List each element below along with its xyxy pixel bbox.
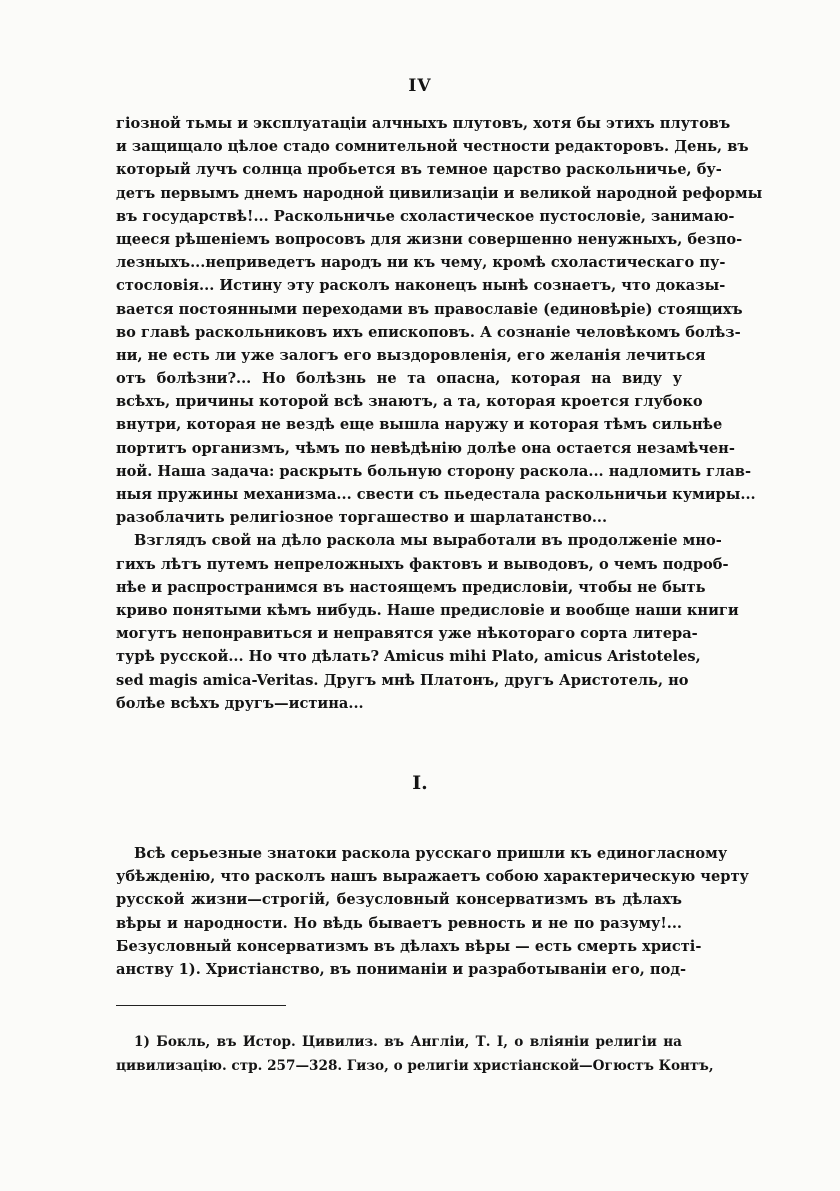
text-line: внутри, которая не вездѣ еще вышла наружу и которая тѣмъ сильнѣе <box>116 416 723 434</box>
paragraph-2 <box>116 529 739 715</box>
text-line: во главѣ раскольниковъ ихъ епископовъ. А сознаніе человѣкомъ болѣз- <box>116 323 741 341</box>
section-paragraph <box>116 842 749 981</box>
text-line: который лучъ солнца пробьется въ темное царство раскольничье, бу- <box>116 161 722 179</box>
text-line: убѣжденію, что расколъ нашъ выражаетъ собою характерическую черту <box>116 868 749 886</box>
text-line: турѣ русской... Но что дѣлать? Amicus mihi Plato, amicus Aristoteles, <box>116 648 701 666</box>
text-line: стословія... Истину эту расколъ наконецъ нынѣ сознаетъ, что доказы- <box>116 277 726 295</box>
paragraph-1 <box>116 112 763 529</box>
text-line: разоблачить религіозное торгашество и шарлатанство... <box>116 509 608 527</box>
text-line: sed magis amica-Veritas. Другъ мнѣ Платонъ, другъ Аристотель, но <box>116 671 689 689</box>
text-line: гіозной тьмы и эксплуатаціи алчныхъ плутовъ, хотя бы этихъ плутовъ <box>116 115 731 132</box>
text-line: нѣе и распространимся въ настоящемъ предисловіи, чтобы не быть <box>116 578 706 596</box>
text-line: вѣры и народности. Но вѣдь бываетъ ревность и не по разуму!... <box>116 914 682 932</box>
text-line: Взглядъ свой на дѣло раскола мы выработали въ продолженіе мно- <box>134 532 722 550</box>
text-line: цивилизацію. стр. 257—328. Гизо, о религіи христіанской—Огюстъ Контъ, <box>116 1058 714 1074</box>
text-line: отъ болѣзни?... Но болѣзнь не та опасна, которая на виду у <box>116 370 682 388</box>
footnote <box>116 1030 714 1078</box>
text-line: Всѣ серьезные знатоки раскола русскаго пришли къ единогласному <box>134 845 728 862</box>
text-line: вается постоянными переходами въ православіе (единовѣріе) стоящихъ <box>116 300 743 318</box>
footnote-divider <box>116 1005 286 1006</box>
footnote-lines <box>116 1030 714 1078</box>
text-line: 1) Бокль, въ Истор. Цивилиз. въ Англіи, Т. I, о вліяніи религіи на <box>134 1034 682 1050</box>
text-line: детъ первымъ днемъ народной цивилизаціи и великой народной реформы <box>116 184 763 202</box>
text-line: русской жизни—строгій, безусловный консерватизмъ въ дѣлахъ <box>116 891 682 909</box>
text-line: гихъ лѣтъ путемъ непреложныхъ фактовъ и выводовъ, о чемъ подроб- <box>116 555 729 573</box>
text-line: анству 1). Христіанство, въ пониманіи и разработываніи его, под- <box>116 960 687 978</box>
text-line: въ государствѣ!... Раскольничье схоластическое пустословіе, занимаю- <box>116 207 735 225</box>
text-line: щееся рѣшеніемъ вопросовъ для жизни совершенно ненужныхъ, безпо- <box>116 230 743 248</box>
text-line: Безусловный консерватизмъ въ дѣлахъ вѣры — есть смерть христі- <box>116 937 702 955</box>
page-number: IV <box>408 76 432 96</box>
text-line: лезныхъ...неприведетъ народъ ни къ чему, кромѣ схоластическаго пу- <box>116 254 726 272</box>
text-line: криво понятыми кѣмъ нибудь. Наше предисловіе и вообще наши книги <box>116 601 739 619</box>
text-line: болѣе всѣхъ другъ—истина... <box>116 694 364 712</box>
text-line: могутъ непонравиться и неправятся уже нѣкотораго сорта литера- <box>116 625 698 643</box>
text-line: портитъ организмъ, чѣмъ по невѣдѣнію долѣе она остается незамѣчен- <box>116 439 735 457</box>
text-line: ной. Наша задача: раскрыть больную сторону раскола... надломить глав- <box>116 462 751 480</box>
text-line: всѣхъ, причины которой всѣ знаютъ, а та, которая кроется глубоко <box>116 393 703 411</box>
section-text <box>116 842 749 981</box>
text-line: и защищало цѣлое стадо сомнительной честности редакторовъ. День, въ <box>116 138 749 156</box>
text-line: ни, не есть ли уже залогъ его выздоровленія, его желанія лечиться <box>116 346 706 364</box>
preface-text <box>116 112 763 715</box>
section-heading: I. <box>412 772 428 794</box>
text-line: ныя пружины механизма... свести съ пьедестала раскольничьи кумиры... <box>116 486 756 503</box>
